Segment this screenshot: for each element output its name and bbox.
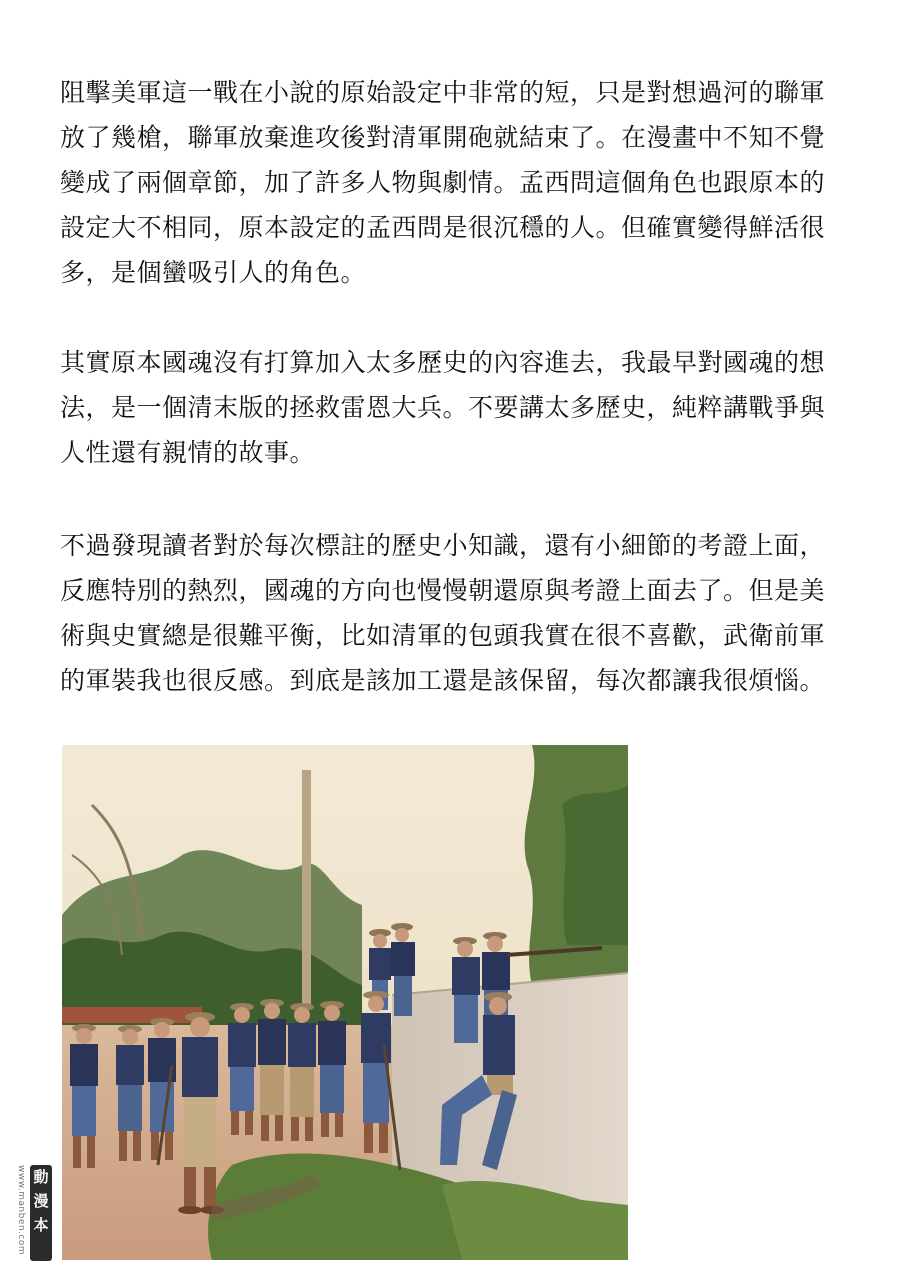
historical-soldiers-photo <box>62 745 628 1260</box>
watermark-url: www.manben.com <box>16 1165 26 1256</box>
photo-illustration <box>62 745 628 1260</box>
text-line: 放了幾槍，聯軍放棄進攻後對清軍開砲就結束了。在漫畫中不知不覺 <box>60 123 826 152</box>
paragraph-1 <box>60 70 850 295</box>
text-line: 設定大不相同，原本設定的孟西問是很沉穩的人。但確實變得鮮活很 <box>60 213 826 242</box>
text-line: 法，是一個清末版的拯救雷恩大兵。不要講太多歷史，純粹講戰爭與 <box>60 393 826 422</box>
paragraph-2 <box>60 340 850 475</box>
text-line: 變成了兩個章節，加了許多人物與劇情。孟西問這個角色也跟原本的 <box>60 168 826 197</box>
watermark-logo <box>30 1165 52 1261</box>
text-line: 的軍裝我也很反感。到底是該加工還是該保留，每次都讓我很煩惱。 <box>60 666 826 695</box>
text-line: 人性還有親情的故事。 <box>60 438 316 467</box>
paragraph-text <box>60 523 850 703</box>
text-line: 阻擊美軍這一戰在小說的原始設定中非常的短，只是對想過河的聯軍 <box>60 78 826 107</box>
text-line: 不過發現讀者對於每次標註的歷史小知識，還有小細節的考證上面， <box>60 531 826 560</box>
text-line: 多，是個蠻吸引人的角色。 <box>60 258 367 287</box>
text-line: 術與史實總是很難平衡，比如清軍的包頭我實在很不喜歡，武衛前軍 <box>60 621 826 650</box>
watermark-char: 漫 <box>33 1192 49 1210</box>
watermark-char: 本 <box>33 1216 49 1234</box>
text-line: 其實原本國魂沒有打算加入太多歷史的內容進去，我最早對國魂的想 <box>60 348 826 377</box>
paragraph-text <box>60 340 850 475</box>
text-line: 反應特別的熱烈，國魂的方向也慢慢朝還原與考證上面去了。但是美 <box>60 576 826 605</box>
watermark <box>8 1165 54 1265</box>
paragraph-3 <box>60 523 850 703</box>
paragraph-text <box>60 70 850 295</box>
watermark-char: 動 <box>33 1168 49 1186</box>
